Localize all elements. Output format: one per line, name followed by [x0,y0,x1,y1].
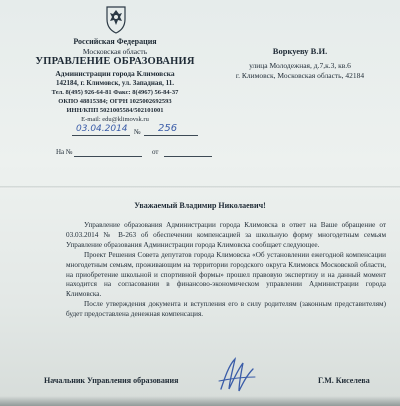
page-edge-shadow [0,396,400,406]
signatory-name: Г.М. Киселева [318,376,370,385]
outgoing-number-handwritten: 256 [158,123,178,134]
sender-federation: Российская Федерация [73,37,157,46]
recipient-name: Воркуеву В.И. [272,46,328,56]
letter-paragraph-3: После утверждения документа и вступления его в силу родителям (законным представителям) будет предоставлена денежная компенсация. [66,300,386,319]
sender-address: 142184, г. Климовск, ул. Западная, 11. [55,79,175,87]
reference-no-line [74,156,142,157]
letter-body [66,221,386,320]
signatory-title: Начальник Управления образования [44,376,179,385]
sender-phone-fax: Тел. 8(495) 926-64-81 Факс: 8(4967) 56-84-37 [51,89,179,96]
reference-no-label: На № [56,148,73,156]
letter-paragraph-2: Проект Решения Совета депутатов города Климовска «Об установлении ежегодной компенсации многодетным семьям, проживающим на территории городского округа Климовск Московской области, на приобретение школьной и спортивной формы» прошел правовую экспертизу и на данный момент находится на согласовании в финансово-экономическом управлении Администрации города Климовска. [66,250,386,299]
letter-greeting: Уважаемый Владимир Николаевич! [134,201,266,210]
outgoing-date-line [72,135,130,136]
reference-from-line [164,156,212,157]
recipient-street: улица Молодежная, д.7,к.3, кв.6 [249,61,351,70]
outgoing-number-sign: № [134,128,141,136]
sender-region: Московская область [82,47,148,56]
outgoing-number-line [144,135,198,136]
sender-administration: Администрации города Климовска [55,69,175,78]
recipient-city: г. Климовск, Московская область, 42184 [235,71,365,80]
reference-from-label: от [152,148,159,156]
coat-of-arms-emblem [104,4,128,34]
sender-inn-kpp: ИНН/КПП 5021005584/502101001 [66,107,164,114]
sender-okpo-ogrn: ОКПО 48815384; ОГРН 1025002692593 [58,98,172,105]
sender-email: E-mail: edu@klimovsk.ru [81,116,149,123]
paper-fold [0,186,400,189]
sender-department: УПРАВЛЕНИЕ ОБРАЗОВАНИЯ [35,56,195,67]
handwritten-signature [215,355,257,395]
letter-paragraph-1: Управление образования Администрации города Климовска в ответ на Ваше обращение от 03.03.2014 № В-263 об обеспечении компенсацией за школьную форму многодетным семьям Управление образования Администрации города Климовска сообщает следующее. [66,221,386,249]
outgoing-date-handwritten: 03.04.2014 [76,124,128,134]
